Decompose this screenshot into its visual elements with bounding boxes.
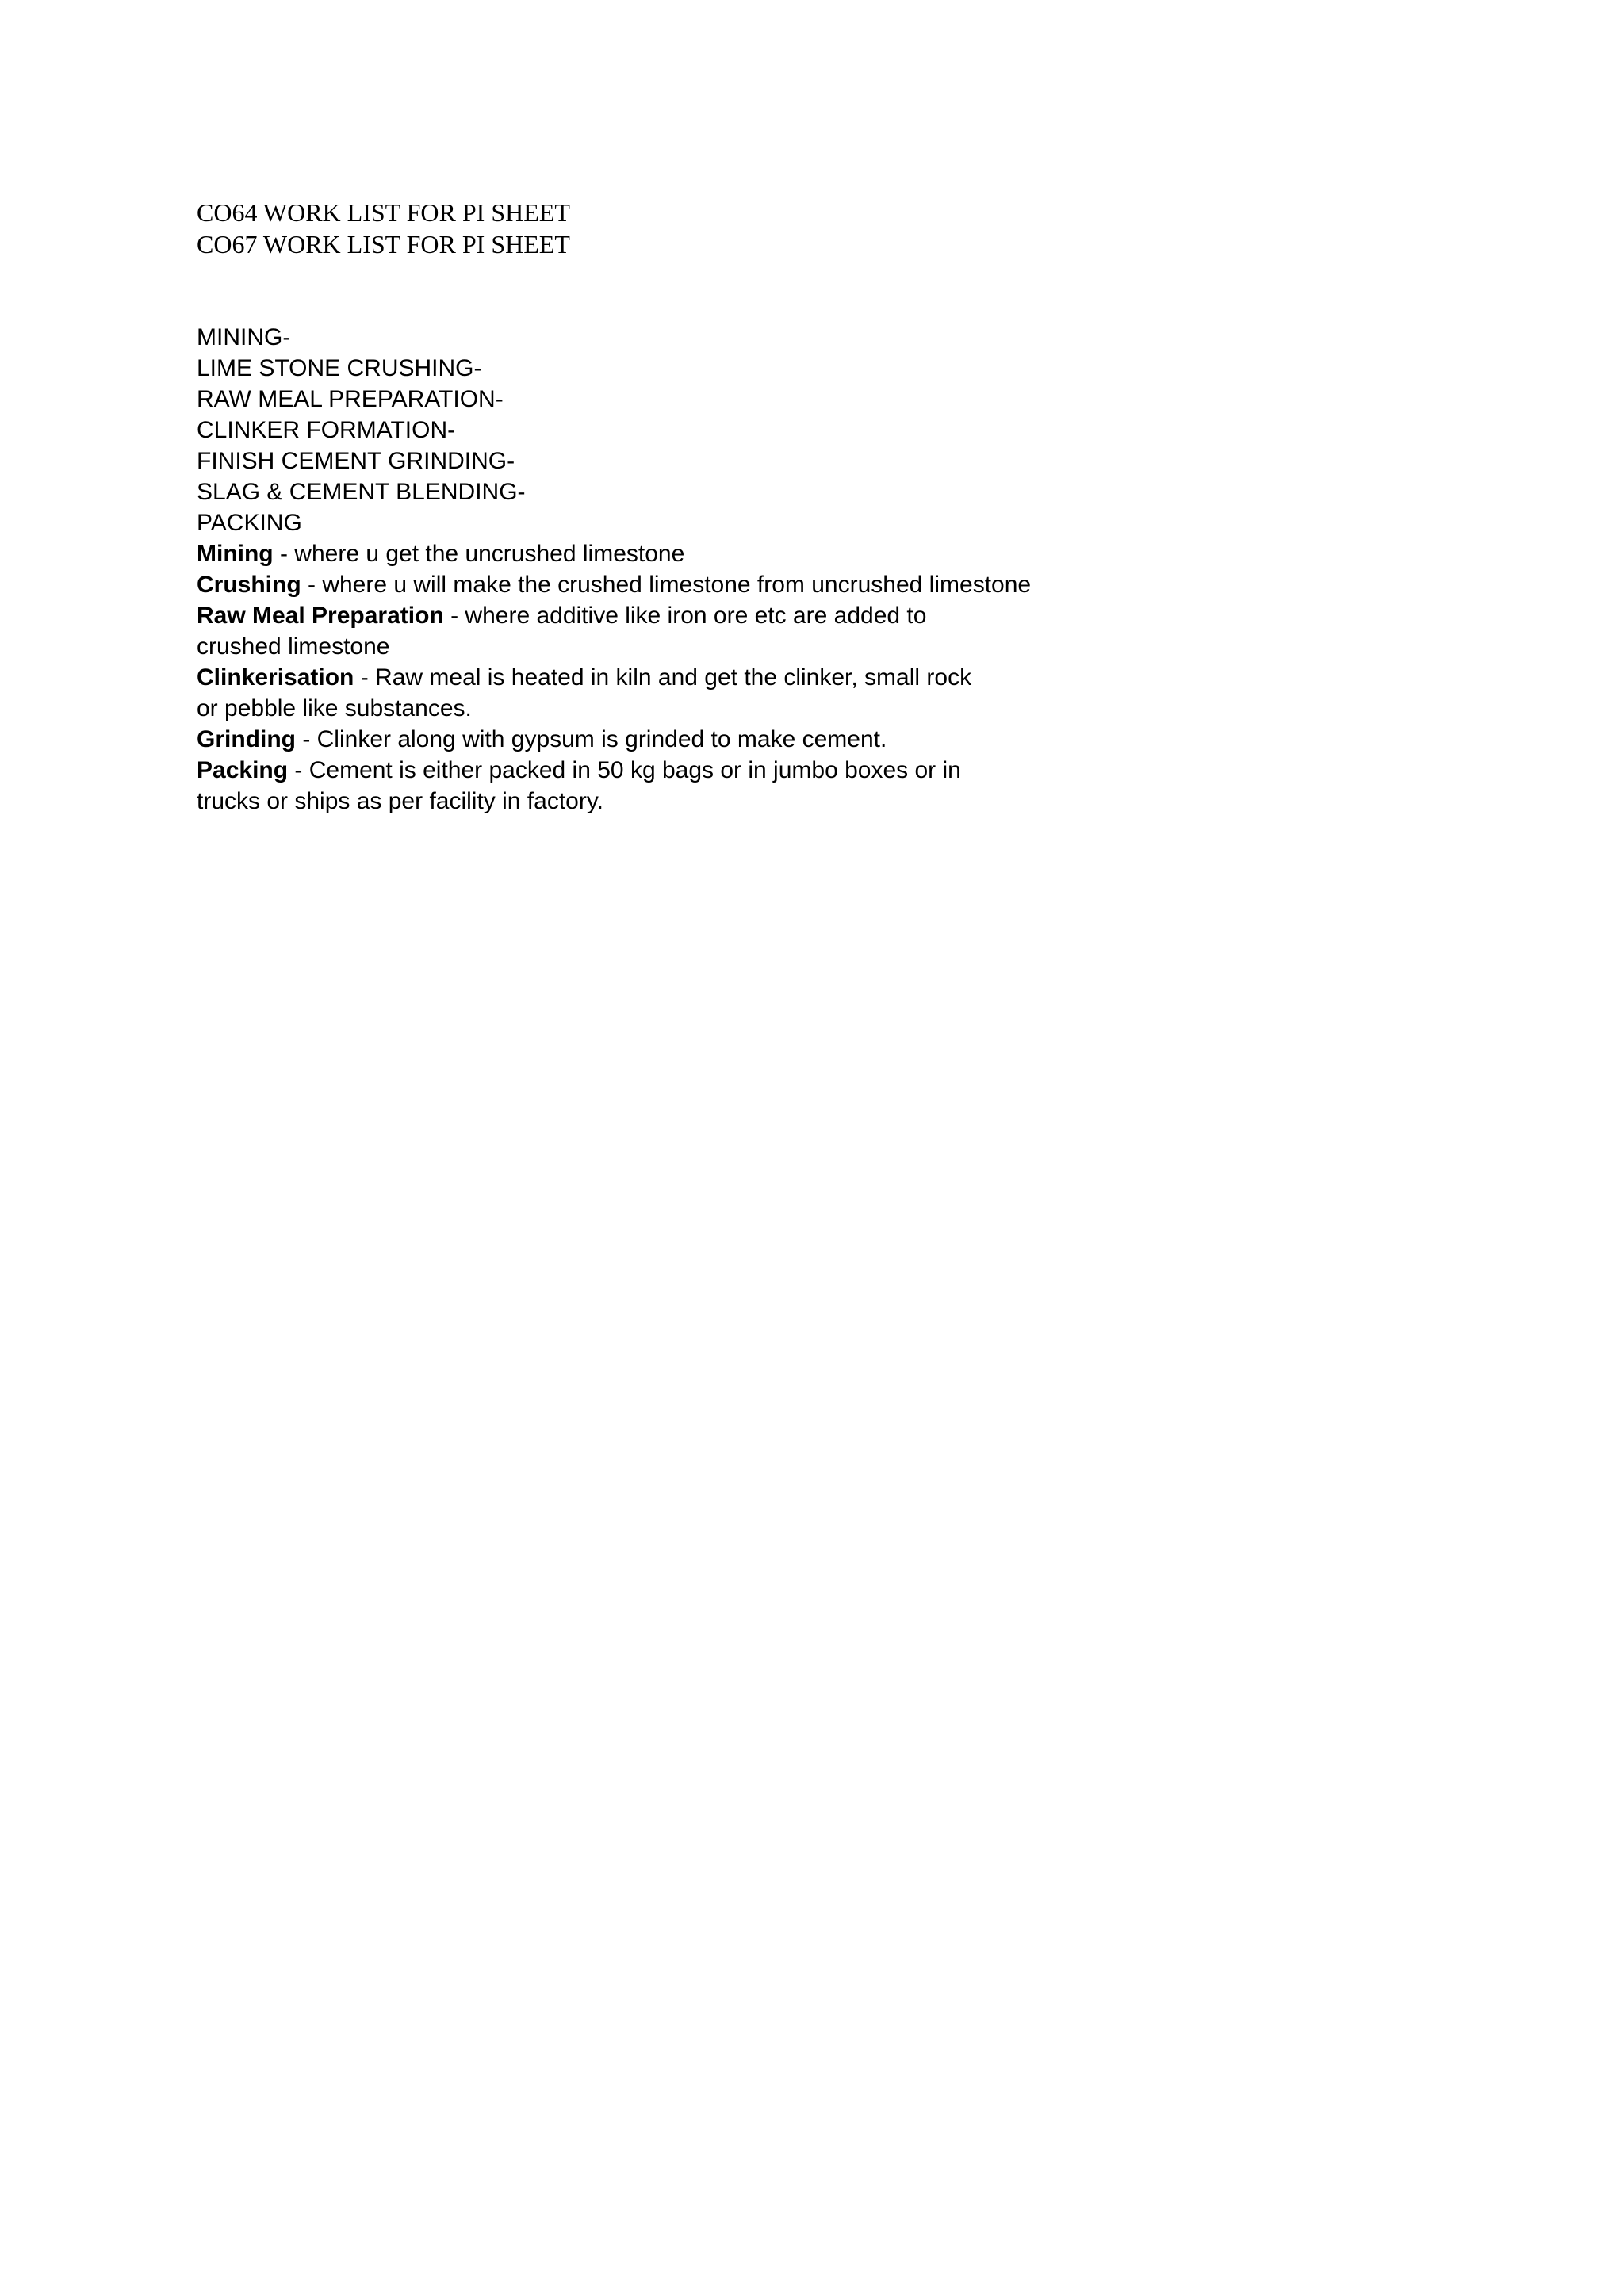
description-list (197, 538, 1148, 817)
stage-item-packing: PACKING (197, 510, 302, 536)
description-text: - Clinker along with gypsum is grinded to make cement. (295, 726, 887, 752)
description-packing (197, 755, 974, 817)
description-clinkerisation (197, 662, 974, 724)
stage-item-slag-cement-blending: SLAG & CEMENT BLENDING- (197, 479, 526, 505)
document-header (197, 197, 570, 260)
description-mining (197, 538, 1148, 569)
header-line-co64: CO64 WORK LIST FOR PI SHEET (197, 198, 570, 227)
description-term: Clinkerisation (197, 664, 354, 691)
description-text: - Raw meal is heated in kiln and get the clinker, small rock or pebble like substances. (197, 664, 972, 721)
description-term: Grinding (197, 726, 296, 752)
stage-item-raw-meal-preparation: RAW MEAL PREPARATION- (197, 386, 504, 412)
description-crushing (197, 569, 1148, 600)
description-grinding (197, 724, 1148, 755)
header-line-co67: CO67 WORK LIST FOR PI SHEET (197, 230, 570, 258)
description-term: Packing (197, 757, 289, 783)
description-term: Raw Meal Preparation (197, 603, 444, 629)
process-content (197, 322, 1148, 817)
description-text: - where u get the uncrushed limestone (273, 541, 685, 567)
stage-list (197, 322, 1148, 538)
description-term: Crushing (197, 572, 301, 598)
description-raw-meal-preparation (197, 600, 974, 662)
description-text: - Cement is either packed in 50 kg bags or in jumbo boxes or in trucks or ships as per facility in factory. (197, 757, 961, 814)
stage-item-limestone-crushing: LIME STONE CRUSHING- (197, 355, 482, 381)
stage-item-finish-cement-grinding: FINISH CEMENT GRINDING- (197, 448, 515, 474)
description-text: - where additive like iron ore etc are added to crushed limestone (197, 603, 927, 660)
stage-item-mining: MINING- (197, 324, 291, 350)
stage-item-clinker-formation: CLINKER FORMATION- (197, 417, 456, 443)
description-term: Mining (197, 541, 274, 567)
description-text: - where u will make the crushed limestone from uncrushed limestone (301, 572, 1032, 598)
